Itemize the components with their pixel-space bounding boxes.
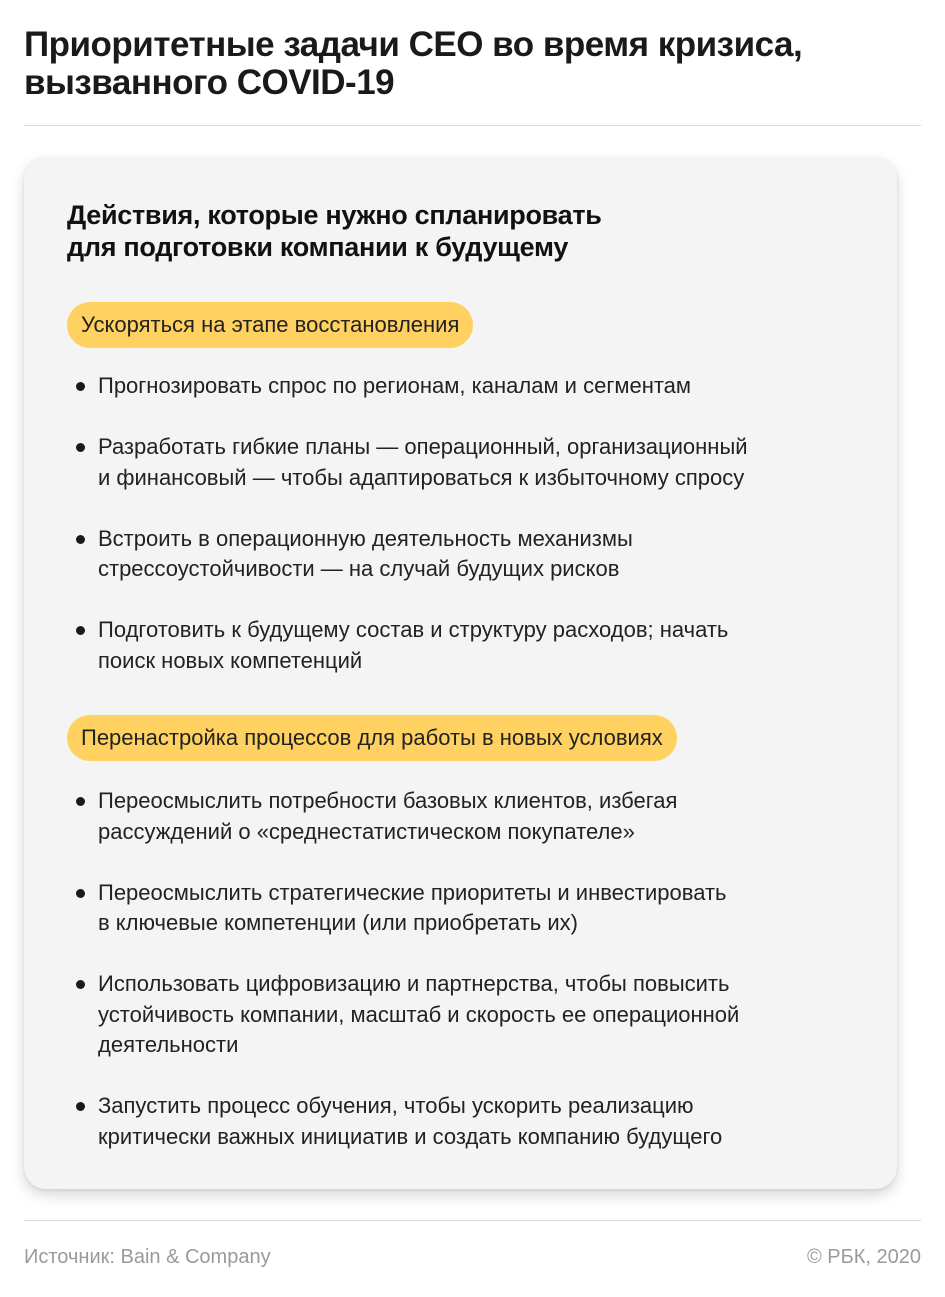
list-item-line: стрессоустойчивости — на случай будущих рисков <box>98 556 620 581</box>
list-item-line: Подготовить к будущему состав и структуру расходов; начать <box>98 617 729 642</box>
list-item-line: Запустить процесс обучения, чтобы ускорить реализацию <box>98 1093 694 1118</box>
bullet-icon <box>76 535 85 544</box>
list-item <box>76 786 866 847</box>
bullet-list-recovery <box>76 371 866 676</box>
list-item-line: устойчивость компании, масштаб и скорость ее операционной <box>98 1001 740 1027</box>
list-item-text <box>98 371 866 402</box>
actions-card <box>24 157 897 1189</box>
section-label-adaptation: Перенастройка процессов для работы в новых условиях <box>67 715 677 761</box>
page-title <box>24 26 924 102</box>
list-item <box>76 615 866 676</box>
list-item-text <box>98 969 866 1061</box>
list-item-text <box>98 1091 866 1152</box>
list-item <box>76 1091 866 1152</box>
bullet-icon <box>76 797 85 806</box>
list-item-text <box>98 615 866 676</box>
page-title-line: Приоритетные задачи CEO во время кризиса, <box>24 25 803 64</box>
list-item-text <box>98 878 866 939</box>
bullet-list-adaptation <box>76 786 866 1152</box>
page-title-line: вызванного COVID-19 <box>24 63 395 102</box>
list-item-line: Встроить в операционную деятельность механизмы <box>98 525 633 551</box>
bullet-icon <box>76 1102 85 1111</box>
list-item <box>76 371 866 402</box>
list-item-line: деятельности <box>98 1032 239 1057</box>
card-heading <box>67 199 602 263</box>
list-item-line: Прогнозировать спрос по регионам, каналам и сегментам <box>98 373 692 398</box>
list-item-line: и финансовый — чтобы адаптироваться к избыточному спросу <box>98 464 745 490</box>
list-item-line: рассуждений о «среднестатистическом покупателе» <box>98 818 635 844</box>
list-item-text <box>98 786 866 847</box>
list-item-line: Использовать цифровизацию и партнерства, чтобы повысить <box>98 971 730 996</box>
bullet-icon <box>76 626 85 635</box>
list-item-line: Разработать гибкие планы — операционный, организационный <box>98 434 748 459</box>
source-caption: Источник: Bain & Company <box>24 1246 271 1268</box>
list-item-line: критически важных инициатив и создать компанию будущего <box>98 1123 723 1149</box>
list-item-line: поиск новых компетенций <box>98 647 363 673</box>
bullet-icon <box>76 889 85 898</box>
list-item-line: Переосмыслить стратегические приоритеты и инвестировать <box>98 879 727 905</box>
bottom-divider <box>24 1220 921 1221</box>
list-item-line: Переосмыслить потребности базовых клиентов, избегая <box>98 788 678 813</box>
list-item <box>76 969 866 1061</box>
bullet-icon <box>76 382 85 391</box>
list-item-line: в ключевые компетенции (или приобретать их) <box>98 910 578 935</box>
section-label-recovery: Ускоряться на этапе восстановления <box>67 302 473 348</box>
card-heading-line: для подготовки компании к будущему <box>67 232 569 262</box>
top-divider <box>24 125 921 126</box>
card-heading-line: Действия, которые нужно спланировать <box>67 200 602 230</box>
bullet-icon <box>76 980 85 989</box>
list-item-text <box>98 432 866 493</box>
list-item-text <box>98 524 866 585</box>
list-item <box>76 524 866 585</box>
list-item <box>76 878 866 939</box>
list-item <box>76 432 866 493</box>
bullet-icon <box>76 443 85 452</box>
copyright-caption: © РБК, 2020 <box>806 1246 921 1268</box>
